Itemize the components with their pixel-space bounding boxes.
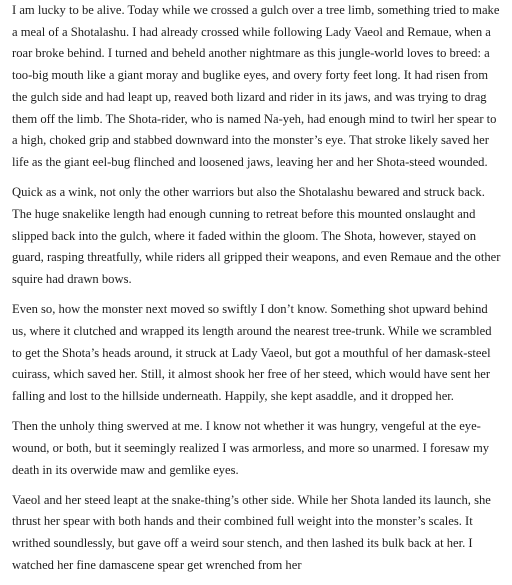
- paragraph-4: Then the unholy thing swerved at me. I know not whether it was hungry, vengeful at the eye-wound, or both, but it seemingly realized I was armorless, and more so unarmed. I foresaw my death in its overwide maw and gemlike eyes.: [12, 419, 490, 477]
- paragraph-1: I am lucky to be alive. Today while we crossed a gulch over a tree limb, something tried to make a meal of a Shotalashu. I had already crossed while following Lady Vaeol and Remaue, when a roar broke behind. I turned and beheld another nightmare as this jungle-world loves to breed: a too-big mouth like a giant moray and buglike eyes, and overy forty feet long. It had risen from the gulch side and had leapt up, reaved both lizard and rider in its jaws, and was trying to drag them off the limb. The Shota-rider, who is named Na-yeh, had enough mind to twirl her spear to a high, choked grip and stabbed downward into the monster’s eye. That stroke likely saved her life as the giant eel-bug flinched and loosened jaws, leaving her and her Shota-steed wounded.: [12, 3, 500, 169]
- document-page: [12, 0, 504, 585]
- paragraph-5: Vaeol and her steed leapt at the snake-thing’s other side. While her Shota landed its launch, she thrust her spear with both hands and their combined full weight into the monster’s scales. It writhed soundlessly, but gave off a weird sour stench, and then lashed its bulk back at her. I watched her fine damascene spear get wrenched from her: [12, 492, 491, 572]
- paragraph-3: Even so, how the monster next moved so swiftly I don’t know. Something shot upward behind us, where it clutched and wrapped its length around the nearest tree-trunk. While we scrambled to get the Shota’s heads around, it struck at Lady Vaeol, but got a mouthful of her damask-steel cuirass, which saved her. Still, it almost shook her free of her steed, which would have sent her falling and lost to the hillside underneath. Happily, she kept asaddle, and it dropped her.: [12, 302, 492, 403]
- paragraph-2: Quick as a wink, not only the other warriors but also the Shotalashu bewared and struck back. The huge snakelike length had enough cunning to retreat before this mounted onslaught and slipped back into the gulch, where it faded within the gloom. The Shota, however, stayed on guard, rasping threatfully, while riders all gripped their weapons, and even Remaue and the other squire had drawn bows.: [12, 185, 501, 286]
